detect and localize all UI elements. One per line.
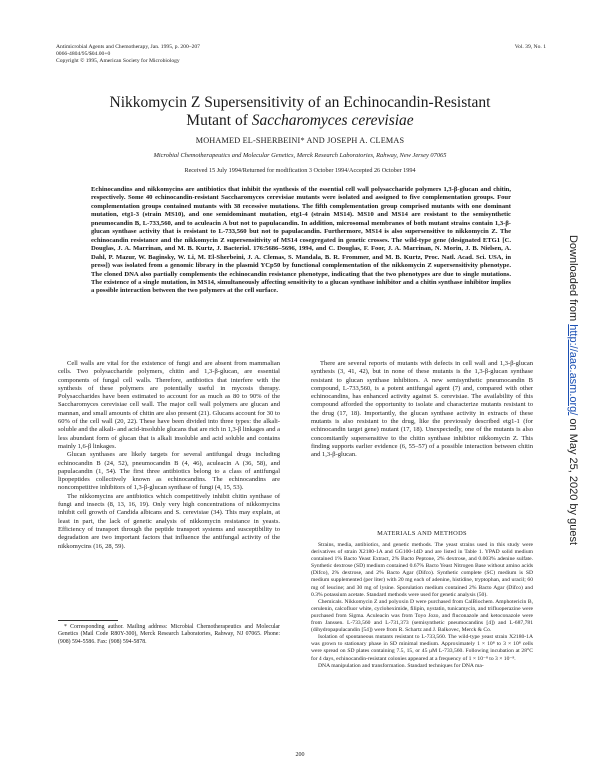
journal-link[interactable]: http://aac.asm.org/ bbox=[567, 324, 579, 416]
journal-citation: Antimicrobial Agents and Chemotherapy, Jan. 1995, p. 200–207 bbox=[56, 44, 200, 50]
abstract: Echinocandins and nikkomycins are antibiotics that inhibit the synthesis of the essential cell wall polysaccharide polymers 1,3-β-glucan and chitin, respectively. Some 40 echinocandin-resistant Saccharomyces cerevisiae mutants were isolated and assigned to five complementation groups. Four complementation groups contained mutants with 38 recessive mutations. The fifth complementation group comprised mutants with one dominant mutation, etg1-3 (strain MS10), and one semidominant mutation, etg1-4 (strain MS14). MS10 and MS14 are resistant to the semisynthetic pneumocandin B, L-733,560, and to aculeacin A but not to papulacandin. In addition, microsomal membranes of both mutant strains contain 1,3-β-glucan synthase activity that is resistant to L-733,560 but not to papulacandin. Furthermore, MS14 is also supersensitive to nikkomycin Z. The echinocandin resistance and the nikkomycin Z supersensitivity of MS14 cosegregated in genetic crosses. The wild-type gene (designated ETG1 [C. Douglas, J. A. Marrinan, and M. B. Kurtz, J. Bacteriol. 176:5686–5696, 1994, and C. Douglas, F. Foor, J. A. Marrinan, N. Morin, J. B. Nielsen, A. Dahl, P. Mazur, W. Baginsky, W. Li, M. El-Sherbeini, J. A. Clemas, S. Mandala, B. R. Frommer, and M. B. Kurtz, Proc. Natl. Acad. Sci. USA, in press]) was isolated from a genomic library in the plasmid YCp50 by functional complementation of the nikkomycin Z supersensitivity phenotype. The cloned DNA also partially complements the echinocandin resistance phenotype, indicating that the two phenotypes are due to single mutations. The existence of a single mutation, in MS14, simultaneously affecting sensitivity to a glucan synthase inhibitor and a chitin synthase inhibitor implies a possible interaction between the two polymers at the cell surface. bbox=[91, 186, 511, 295]
paragraph: Glucan synthases are likely targets for several antifungal drugs including echinocandin B (24, 52), pneumocandin B (4, 46), aculeacin A (36, 58), and papulacandin (1, 54). The first three antibiotics belong to a class of antifungal lipopeptides collectively known as echinocandins. The echinocandins are noncompetitive inhibitors of 1,3-β-glucan synthase of fungi (4, 15, 53). bbox=[58, 451, 280, 492]
article-title bbox=[40, 94, 560, 130]
running-header bbox=[56, 44, 546, 65]
affiliation: Microbial Chemotherapeutics and Molecular Genetics, Merck Research Laboratories, Rahway, New Jersey 07065 bbox=[153, 152, 447, 159]
copyright: Copyright © 1995, American Society for Microbiology bbox=[56, 58, 180, 64]
footnote-divider bbox=[58, 620, 118, 621]
download-watermark bbox=[558, 210, 588, 570]
issn: 0066-4804/95/$04.00+0 bbox=[56, 51, 111, 57]
methods-heading: MATERIALS AND METHODS bbox=[377, 530, 467, 537]
body-column-right bbox=[311, 360, 533, 460]
corresponding-author-footnote: * Corresponding author. Mailing address: Microbial Chemotherapeutics and Molecular Genetics (Mail Code R80Y-300), Merck Research Laboratories, Rahway, NJ 07065. Phone: (908) 594-5586. Fax: (908) 594-5878. bbox=[58, 624, 280, 645]
authors: MOHAMED EL-SHERBEINI* AND JOSEPH A. CLEMAS bbox=[195, 136, 405, 145]
volume-issue: Vol. 39, No. 1 bbox=[514, 44, 546, 50]
methods-paragraph: DNA manipulation and transformation. Standard techniques for DNA ma- bbox=[318, 662, 484, 669]
title-line-1: Nikkomycin Z Supersensitivity of an Echinocandin-Resistant bbox=[109, 94, 491, 111]
title-species: Saccharomyces cerevisiae bbox=[251, 112, 414, 129]
body-column-left bbox=[58, 360, 280, 551]
methods-paragraph: Isolation of spontaneous mutants resistant to L-733,560. The wild-type yeast strain X2180-1A was grown to stationary phase in SD minimal medium. Approximately 1 × 10⁸ to 3 × 10⁸ cells were spread on SD plates containing 7.5, 15, or 45 μM L-733,560. Following incubation at 28°C for 4 days, echinocandin-resistant colonies appeared at a frequency of 1 × 10⁻⁸ to 3 × 10⁻⁸. bbox=[311, 634, 533, 662]
methods-section bbox=[311, 542, 533, 670]
received-dates: Received 15 July 1994/Returned for modification 3 October 1994/Accepted 26 October 1994 bbox=[184, 167, 416, 174]
paragraph: Cell walls are vital for the existence of fungi and are absent from mammalian cells. Two polysaccharide polymers, chitin and 1,3-β-glucan, are essential components of fungal cell walls. Therefore, antibiotics that interfere with the synthesis of these polymers are potentially useful in mycosis therapy. Polysaccharides have been estimated to account for as much as 80 to 90% of the Saccharomyces cerevisiae cell wall. The major cell wall polymers are glucan and mannan, and small amounts of chitin are also present (21). Glucans account for 30 to 60% of the cell wall (20, 22). These have been divided into three types: the alkali-soluble and the alkali- and acid-insoluble glucans that are rich in 1,3-β linkages and a less abundant form of glucan that is alkali insoluble and acid soluble and contains mainly 1,6-β linkages. bbox=[58, 360, 280, 450]
methods-paragraph: Chemicals. Nikkomycin Z and polyoxin D were purchased from CalBiochem. Amphotericin B, cerulenin, calcofluor white, cycloheximide, filipin, nystatin, tunicamycin, and trifluoperazine were purchased from Sigma. Aculeacin was from Toyo Jozo, and fluconazole and ketoconazole were from Janssen. L-733,560 and L-731,373 (semisynthetic pneumocandins [4]) and L-687,781 (dihydropapulacandin [54]) were from R. Schartz and J. Balkovec, Merck & Co. bbox=[311, 598, 533, 634]
download-notice bbox=[567, 235, 579, 545]
page-number: 200 bbox=[295, 752, 305, 758]
title-line-2 bbox=[40, 112, 560, 130]
methods-paragraph: Strains, media, antibiotics, and genetic methods. The yeast strains used in this study were derivatives of strain X2180-1A and GG100-14D and are listed in Table 1. YPAD solid medium contained 1% Bacto Yeast Extract, 2% Bacto Peptone, 2% dextrose, and 0.003% adenine sulfate. Synthetic dextrose (SD) medium contained 0.67% Bacto Yeast Nitrogen Base without amino acids (Difco), 2% dextrose, and 2% Bacto Agar (Difco). Synthetic complete (SC) medium is SD medium supplemented (per liter) with 20 mg each of adenine, histidine, tryptophan, and uracil; 60 mg of leucine; and 30 mg of lysine. Sporulation medium contained 2% Bacto Agar (Difco) and 0.3% potassium acetate. Standard methods were used for genetic analysis (50). bbox=[311, 542, 533, 598]
download-prefix: Downloaded from bbox=[567, 234, 579, 325]
paragraph: There are several reports of mutants with defects in cell wall and 1,3-β-glucan synthesis (3, 41, 42), but in none of these mutants is the 1,3-β-glucan synthase resistant to glucan synthase inhibitors. A new semisynthetic pneumocandin B compound, L-733,560, is a potent antifungal agent (7) and, compared with other echinocandins, has enhanced activity against S. cerevisiae. The availability of this compound afforded the opportunity to isolate and characterize mutants resistant to the drug (17, 18). Importantly, the glucan synthase activity in extracts of these mutants is also resistant to the drug, like the previously described etg1-1 (for echinocandin target gene) mutant (17, 18). Unexpectedly, one of the mutants is also concomitantly supersensitive to the chitin synthase inhibitor nikkomycin Z. This finding supports earlier evidence (6, 55–57) of a possible interaction between chitin and 1,3-β-glucan. bbox=[311, 360, 533, 459]
download-suffix: on May 25, 2020 by guest bbox=[567, 415, 579, 546]
title-line-2-text: Mutant of bbox=[186, 112, 252, 129]
paragraph: The nikkomycins are antibiotics which competitively inhibit chitin synthase of fungi and insects (8, 13, 16, 19). Only very high concentrations of nikkomycins inhibit cell growth of Candida albicans and S. cerevisiae (34). This may explain, at least in part, the lack of genetic analysis of nikkomycin resistance in yeasts. Efficiency of transport through the peptide transport systems and susceptibility to degradation are two important factors that influence the antifungal activity of the nikkomycins (16, 28, 59). bbox=[58, 492, 280, 550]
